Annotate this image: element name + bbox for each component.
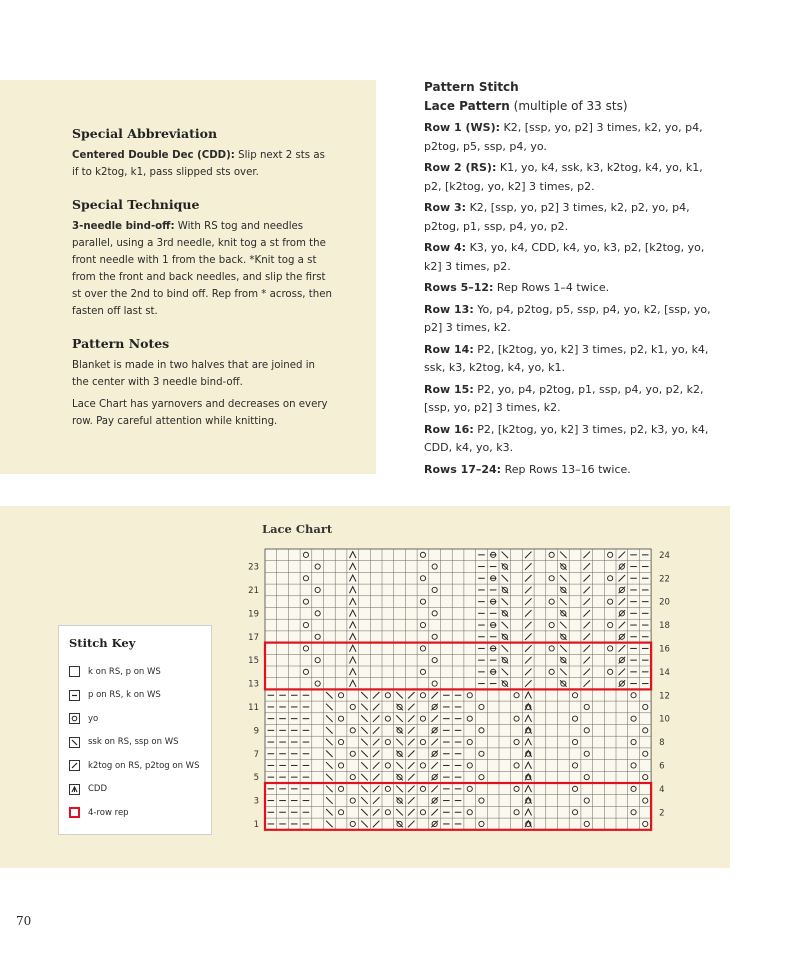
row-instructions <box>424 119 714 479</box>
chart-row-label-even: 8 <box>659 738 665 749</box>
stitch-key <box>58 625 212 835</box>
chart-row-label-even: 10 <box>659 714 670 725</box>
row-instruction <box>424 341 714 378</box>
abbrev-paragraph <box>72 147 334 181</box>
stitch-key-label: k on RS, p on WS <box>88 666 161 677</box>
stitch-key-item <box>69 684 201 708</box>
technique-text: With RS tog and needles parallel, using a 3rd needle, knit tog a st from the front needle with 1 from the back. *Knit tog a st from the front and back needles, and slip the first st over the 2nd to bind off. Rep from * across, then fasten off last st. <box>72 221 332 317</box>
chart-row-label-odd: 11 <box>248 702 259 713</box>
row-text: P2, [k2tog, yo, k2] 3 times, p2, k1, yo, k4, ssk, k3, k2tog, k4, yo, k1. <box>424 342 709 374</box>
row-text: P2, [k2tog, yo, k2] 3 times, p2, k3, yo, k4, CDD, k4, yo, k3. <box>424 422 709 454</box>
page-number: 70 <box>16 914 32 928</box>
lace-pattern-multiple: (multiple of 33 sts) <box>509 98 628 113</box>
knit-symbol-icon <box>69 666 80 677</box>
stitch-key-label: p on RS, k on WS <box>88 690 161 701</box>
row-instruction <box>424 159 714 196</box>
row-text: P2, yo, p4, p2tog, p1, ssp, p4, yo, p2, k2, [ssp, yo, p2] 3 times, k2. <box>424 382 704 414</box>
lace-chart <box>230 545 690 840</box>
chart-row-label-even: 16 <box>659 644 670 655</box>
chart-row-label-even: 12 <box>659 691 670 702</box>
row-text: K3, yo, k4, CDD, k4, yo, k3, p2, [k2tog, yo, k2] 3 times, p2. <box>424 241 705 273</box>
abbrev-text: Slip next 2 sts as if to k2tog, k1, pass slipped sts over. <box>72 150 325 178</box>
pattern-stitch-title: Pattern Stitch <box>424 80 519 94</box>
chart-row-label-odd: 7 <box>253 749 259 760</box>
row-text: K2, [ssp, yo, p2] 3 times, k2, p2, yo, p4, p2tog, p1, ssp, p4, yo, p2. <box>424 201 690 233</box>
cdd-symbol-icon <box>69 784 80 795</box>
stitch-key-label: ssk on RS, ssp on WS <box>88 737 179 748</box>
chart-row-label-odd: 19 <box>248 609 259 620</box>
stitch-key-label: k2tog on RS, p2tog on WS <box>88 760 200 771</box>
row-instruction <box>424 421 714 458</box>
row-text: K1, yo, k4, ssk, k3, k2tog, k4, yo, k1, p2, [k2tog, yo, k2] 3 times, p2. <box>424 161 703 193</box>
chart-row-label-even: 4 <box>659 784 665 795</box>
row-label: Row 2 (RS): <box>424 161 497 174</box>
stitch-key-label: yo <box>88 713 99 724</box>
row-label: Rows 17–24: <box>424 462 502 476</box>
notes-paragraph-2: Lace Chart has yarnovers and decreases on every row. Pay careful attention while knitting. <box>72 399 328 427</box>
row-text: Rep Rows 13–16 twice. <box>501 462 631 476</box>
technique-term: 3-needle bind-off: <box>72 221 175 232</box>
row-text: Rep Rows 1–4 twice. <box>493 281 610 294</box>
stitch-key-item <box>69 778 201 802</box>
abbrev-term: Centered Double Dec (CDD): <box>72 150 235 161</box>
chart-row-label-odd: 13 <box>248 679 259 690</box>
stitch-key-item <box>69 707 201 731</box>
stitch-key-title: Stitch Key <box>69 636 136 650</box>
lace-pattern-name: Lace Pattern <box>424 98 510 113</box>
row-label: Row 14: <box>424 342 474 356</box>
lace-pattern-subtitle <box>424 97 714 116</box>
pattern-notes-section <box>72 335 334 430</box>
stitch-key-item <box>69 801 201 825</box>
row-instruction <box>424 461 714 480</box>
chart-row-label-odd: 23 <box>248 562 259 573</box>
row-instruction <box>424 119 714 156</box>
chart-row-label-even: 18 <box>659 621 670 632</box>
chart-row-label-even: 22 <box>659 574 670 585</box>
stitch-key-item <box>69 660 201 684</box>
abbrev-heading: Special Abbreviation <box>72 126 218 141</box>
chart-title: Lace Chart <box>262 522 333 536</box>
row-label: Row 13: <box>424 302 474 316</box>
ssk-symbol-icon <box>69 737 80 748</box>
chart-row-label-odd: 3 <box>253 796 259 807</box>
technique-paragraph <box>72 218 334 320</box>
stitch-key-item <box>69 754 201 778</box>
row-instruction <box>424 199 714 236</box>
chart-row-label-even: 24 <box>659 550 670 561</box>
yo-symbol-icon <box>69 713 80 724</box>
special-technique-section <box>72 196 334 320</box>
technique-heading: Special Technique <box>72 197 200 212</box>
chart-row-label-even: 6 <box>659 761 665 772</box>
chart-row-label-even: 20 <box>659 597 670 608</box>
row-label: Rows 5–12: <box>424 281 494 294</box>
purl-symbol-icon <box>69 690 80 701</box>
chart-row-label-odd: 1 <box>253 819 259 830</box>
row-instruction <box>424 301 714 338</box>
row-label: Row 3: <box>424 201 467 214</box>
stitch-key-items <box>69 660 201 825</box>
row-instruction <box>424 381 714 418</box>
chart-row-label-odd: 21 <box>248 585 259 596</box>
row-label: Row 1 (WS): <box>424 121 501 134</box>
row-text: Yo, p4, p2tog, p5, ssp, p4, yo, k2, [ssp, yo, p2] 3 times, k2. <box>424 302 711 334</box>
row-label: Row 16: <box>424 422 474 436</box>
chart-row-label-odd: 9 <box>253 726 259 737</box>
chart-row-label-odd: 17 <box>248 632 259 643</box>
chart-row-label-odd: 15 <box>248 656 259 667</box>
left-column <box>72 125 334 445</box>
stitch-key-label: CDD <box>88 784 108 795</box>
special-abbreviation-section <box>72 125 334 181</box>
rep-symbol-icon <box>69 807 80 818</box>
chart-row-label-even: 14 <box>659 667 670 678</box>
row-text: K2, [ssp, yo, p2] 3 times, k2, yo, p4, p2tog, p5, ssp, p4, yo. <box>424 121 703 153</box>
notes-paragraph-1: Blanket is made in two halves that are joined in the center with 3 needle bind-off. <box>72 360 316 388</box>
stitch-key-label: 4-row rep <box>88 807 129 818</box>
notes-heading: Pattern Notes <box>72 336 170 351</box>
chart-row-label-odd: 5 <box>253 773 259 784</box>
pattern-stitch-column <box>424 78 714 482</box>
row-instruction <box>424 239 714 276</box>
k2tog-symbol-icon <box>69 760 80 771</box>
row-label: Row 4: <box>424 241 467 254</box>
row-label: Row 15: <box>424 382 474 396</box>
row-instruction <box>424 279 714 298</box>
chart-row-label-even: 2 <box>659 808 665 819</box>
stitch-key-item <box>69 731 201 755</box>
